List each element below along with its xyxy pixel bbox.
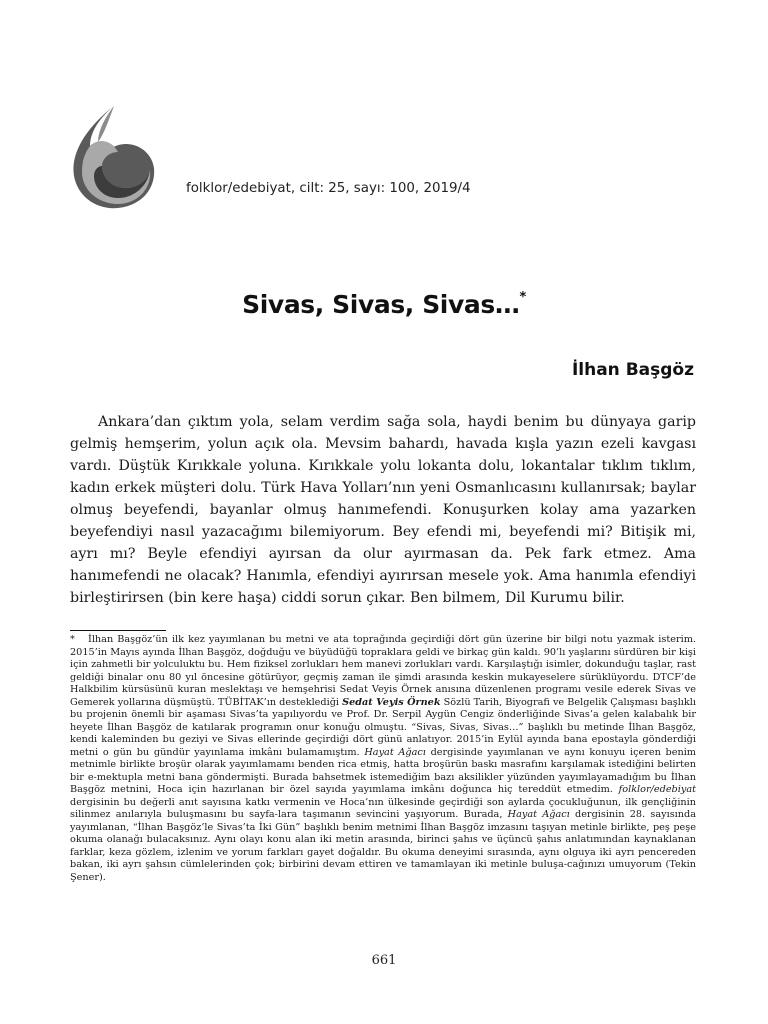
journal-citation: folklor/edebiyat, cilt: 25, sayı: 100, 2019/4 xyxy=(186,181,471,196)
footnote-journal-name: folklor/edebiyat xyxy=(618,784,696,795)
footnote-project-name: Sedat Veyis Örnek xyxy=(342,696,441,708)
footnote-mark: * xyxy=(70,634,75,645)
article-body xyxy=(70,411,696,609)
footnote-text-3: dergisinde yayımlanan ve aynı konuyu içeren benim metnimle birlikte broşür olarak yayımlamamı benden rica etmiş, hatta broşürün baskı masrafını karşılamak istediğini belirten bir e-mektupla metni bana göndermişti. Burada bahsetmek istemediğim bazı aksilikler yüzünden yayımlayamadığım bu İlhan Başgöz metnini, Hoca için hazırlanan bir özel sayıda yayımlama imkânı doğunca hiç tereddüt etmedim. xyxy=(70,746,696,795)
footnote-paragraph xyxy=(70,634,696,884)
page-number: 661 xyxy=(371,953,397,968)
footnote-text-2: Sözlü Tarih, Biyografi ve Belgelik Çalışması başlıklı bu projenin önemli bir aşaması Sivas’ta yapılıyordu ve Prof. Dr. Serpil Aygün Cengiz önderliğinde Sivas’a gelen kalabalık bir heyete İlhan Başgöz de katılarak programın onur konuğu olmuştu. “Sivas, Sivas, Sivas…” başlıklı bu metinde İlhan Başgöz, kendi kaleminden bu geziyi ve Sivas ellerinde geçirdiği dört günü anlatıyor. 2015’in Eylül ayında bana epostayla gönderdiği metni o gün bu gündür yayınlama imkânı bulamamıştım. xyxy=(70,696,696,758)
journal-logo-icon xyxy=(68,104,160,212)
article-title-text: Sivas, Sivas, Sivas… xyxy=(242,290,520,319)
footnote-text-4: dergisinin bu değerli anıt sayısına katkı vermenin ve Hoca’nın ülkesinde geçirdiği son aylarda çocukluğunun, ilk gençliğinin silinmez anılarıyla buluşmasını bu sayfa-lara taşımanın sevincini yaşıyorum. Burada, xyxy=(70,796,696,820)
footnote-magazine-1: Hayat Ağacı xyxy=(364,746,426,758)
article-author: İlhan Başgöz xyxy=(571,360,694,380)
footnote-divider xyxy=(70,630,166,631)
body-paragraph: Ankara’dan çıktım yola, selam verdim sağa sola, haydi benim bu dünyaya garip gelmiş hemşerim, yolun açık ola. Mevsim bahardı, havada kışla yazın ezeli kavgası vardı. Düştük Kırıkkale yoluna. Kırıkkale yolu lokanta dolu, lokantalar tıklım tıklım, kadın erkek müşteri dolu. Türk Hava Yolları’nın yeni Osmanlıcasını kullanırsak; baylar olmuş beyefendi, bayanlar olmuş hanımefendi. Konuşurken kolay ama yazarken beyefendiyi nasıl yazacağımı bilemiyorum. Bey efendi mi, beyefendi mi? Bitişik mi, ayrı mı? Beyle efendiyi ayırsan da olur ayırmasan da. Pek fark etmez. Ama hanımefendi ne olacak? Hanımla, efendiyi ayırırsan mesele yok. Ama hanımla efendiyi birleştirirsen (bin kere haşa) ciddi sorun çıkar. Ben bilmem, Dil Kurumu bilir. xyxy=(70,414,696,606)
footnote-text-1: İlhan Başgöz’ün ilk kez yayımlanan bu metni ve ata toprağında geçirdiği dört gün üzerine bir bilgi notu yazmak isterim. 2015’in Mayıs ayında İlhan Başgöz, doğduğu ve büyüdüğü topraklara geldi ve birkaç gün kaldı. 90’lı yaşlarını sürdüren bir kişi için zahmetli bir yolculuktu bu. Hem fiziksel zorlukları hem manevi zorlukları vardı. Karşılaştığı isimler, dokunduğu taşlar, rast geldiği binalar onu 80 yıl öncesine götürüyor, geçmiş zaman ile şimdi arasında keskin mukayeselere sürüklüyordu. DTCF’de Halkbilim kürsüsünü kuran meslektaşı ve hemşehrisi Sedat Veyis Örnek anısına düzenlenen programı vesile ederek Sivas ve Gemerek yollarına düşmüştü. TÜBİTAK’ın desteklediği xyxy=(70,634,696,708)
article-title xyxy=(0,290,768,319)
title-footnote-mark: * xyxy=(519,289,526,305)
footnote-text-5: dergisinin 28. sayısında yayımlanan, “İlhan Başgöz’le Sivas’ta İki Gün” başlıklı benim metnimi İlhan Başgöz imzasını taşıyan metinle birlikte, peş peşe okuma olanağı bulacaksınız. Aynı olayı konu alan iki metin arasında, birinci şahıs ve üçüncü şahıs anlatımından kaynaklanan farklar, keza gözlem, izlenim ve yorum farkları gayet doğaldır. Bu okuma deneyimi sırasında, aynı olguya iki ayrı pencereden bakan, iki ayrı şahsın cümlelerinden çok; birbirini devam ettiren ve tamamlayan iki metinle buluşa-cağınızı umuyorum (Tekin Şener). xyxy=(70,809,696,883)
footnote-magazine-2: Hayat Ağacı xyxy=(507,809,570,820)
footnote xyxy=(70,634,696,884)
